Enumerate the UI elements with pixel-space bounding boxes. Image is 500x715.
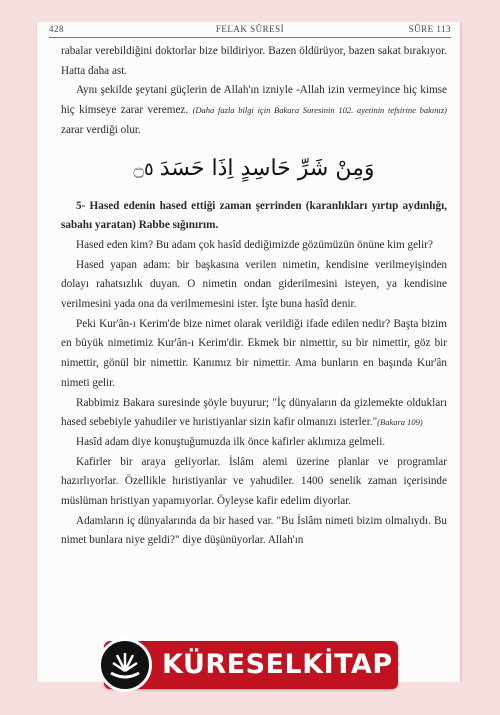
paragraph-3: Hased eden kim? Bu adam çok hasîd dediğimizde gözümüzün önüne kim gelir? xyxy=(76,238,433,251)
paragraph-1: rabalar verebildiğini doktorlar bize bildiriyor. Bazen öldürüyor, bazen sakat bırakıyor. Hatta daha ast. xyxy=(61,45,447,77)
paragraph-8: Kafirler bir araya geliyorlar. İslâm alemi üzerine planlar ve programlar hazırlıyorlar. Özellikle hıristiyanlar ve yahudiler. 1400 senelik zaman içerisinde müslüman hristiyan yapamıyorlar. Öyleyse kafir edelim diyorlar. xyxy=(61,455,447,508)
paragraph-2-end: zarar verdiği olur. xyxy=(61,123,141,136)
watermark-text: KÜRESELKİTAP xyxy=(162,649,393,680)
running-title: FELAK SÛRESİ xyxy=(215,24,285,34)
page-number: 428 xyxy=(49,24,64,34)
verse-text: وَمِنْ شَرِّ حَاسِدٍ اِذَا حَسَدَ xyxy=(159,155,375,181)
paragraph-5: Peki Kur'ân-ı Kerim'de bize nimet olarak verildiği ifade edilen nedir? Başta bizim en büyük nimetimiz Kur'ân-ı Kerim'dir. Ekmek bir nimettir, su bir nimettir, göz bir nimettir, gönül bir nimettir. Kanımız bir nimettir. Ama bunların en başında Kur'ân nimeti gelir. xyxy=(61,317,447,389)
paragraph-6-text: Rabbimiz Bakara suresinde şöyle buyurur; "İç dünyaların da gizlemekte oldukları hased sebebiyle yahudiler ve hıristiyanlar sizin kafir olmanızı isterler." xyxy=(61,396,447,429)
paragraph-6 xyxy=(61,394,447,433)
watermark-logo xyxy=(104,641,398,689)
sure-number: SÛRE 113 xyxy=(408,24,451,34)
paragraph-2-text: Aynı şekilde şeytani güçlerin de Allah'ın izniyle -Allah izin vermeyince hiç kimse hiç kimseye zarar veremez. xyxy=(61,84,447,117)
paragraph-7: Hasîd adam diye konuştuğumuzda ilk önce kafirler aklımıza gelmeli. xyxy=(76,435,386,448)
paragraph-2 xyxy=(61,81,447,140)
logo-emblem-icon xyxy=(98,638,152,692)
verse-marker: ۝٥ xyxy=(133,158,154,180)
book-pages-icon xyxy=(101,641,149,689)
book-page xyxy=(36,22,461,682)
page-body xyxy=(61,42,447,551)
header-rule xyxy=(49,37,451,38)
paragraph-9: Adamların iç dünyalarında da bir hased var. "Bu İslâm nimeti bizim olmalıydı. Bu nimet bunlara niye geldi?" diye düşünüyorlar. Allah'ın xyxy=(61,514,447,547)
paragraph-4: Hased yapan adam: bir başkasına verilen nimetin, kendisine verilmeyişinden dolayı rahatsızlık duyan. O nimetin ondan giderilmesini isteyen, ya kendisine verilmesini yada ona da verilmemesini ister. İşte buna hasîd denir. xyxy=(61,258,447,311)
verse-heading: 5- Hased edenin hased ettiği zaman şerrinden (karanlıkları yırtıp aydınlığı, sabahı yaratan) Rabbe sığınırım. xyxy=(61,199,447,232)
arabic-verse xyxy=(61,141,447,197)
reference-note: (Daha fazla bilgi için Bakara Suresinin 102. ayetinin tefsirine bakınız) xyxy=(192,105,447,116)
page-edge xyxy=(460,22,462,682)
page-header xyxy=(49,24,451,38)
bakara-reference: (Bakara 109) xyxy=(377,417,423,428)
